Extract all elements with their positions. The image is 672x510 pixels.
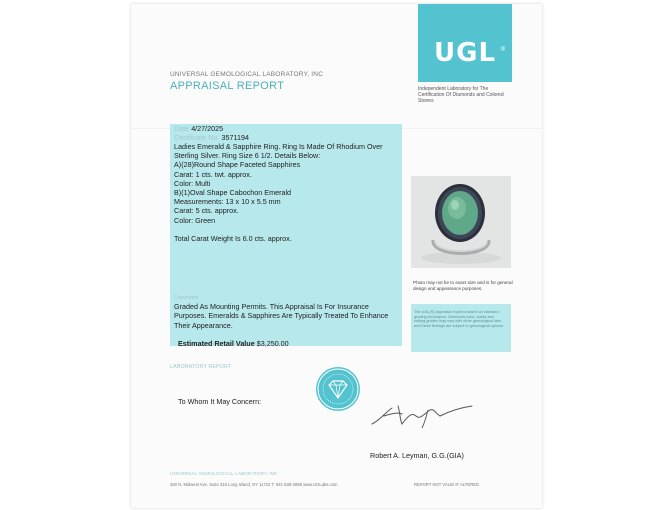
disclaimer-text: The UGL(R) Appraisal report is based on standard grading techniques. Diamonds color, clarity and cutting grades may vary with other gemological labs and these findings are subject to gemological opinion. — [414, 310, 505, 328]
handwritten-signature — [368, 400, 478, 430]
certificate-number: 3571194 — [221, 133, 249, 142]
estimate-value: $3,250.00 — [256, 339, 289, 348]
lab-tagline: Independent Laboratory for The Certification Of Diamonds and Colored Stones — [418, 86, 504, 104]
photo-caption: Photo may not be to exact size and is for general design and appearance purposes. — [413, 280, 513, 291]
signer-name: Robert A. Leyman, G.G.(GIA) — [370, 451, 464, 460]
ugl-logo — [418, 4, 512, 82]
description-line: Ladies Emerald & Sapphire Ring. Ring Is Made Of Rhodium Over — [174, 142, 383, 151]
ring-image — [411, 176, 511, 268]
description-line — [174, 225, 402, 234]
description-line: Color: Green — [174, 215, 216, 225]
footer-reference: REPORT NOT VALID IF ALTERED — [414, 482, 479, 487]
description-line: Carat: 5 cts. approx. — [174, 206, 239, 216]
certificate-row — [174, 133, 249, 142]
description-line: B)(1)Oval Shape Cabochon Emerald — [174, 188, 292, 198]
estimated-value-row — [178, 339, 289, 348]
date-label: Date — [174, 124, 190, 133]
description-line: Measurements: 13 x 10 x 5.5 mm — [174, 197, 281, 207]
report-title: APPRAISAL REPORT — [170, 80, 285, 92]
comments-line: Purposes. Emeralds & Sapphires Are Typically Treated To Enhance — [174, 311, 389, 321]
footer-address: 450 N. Midwest Ave. Suite 315 Long Island, NY 11722 T: 631-539-2088 www.UGLabs.com — [170, 482, 338, 487]
certificate-label: Certificate No. — [174, 133, 220, 142]
ugl-seal — [316, 367, 360, 411]
description-line: Color: Multi — [174, 178, 211, 188]
lab-name: UNIVERSAL GEMOLOGICAL LABORATORY, INC — [170, 71, 324, 78]
logo-registered-mark: ® — [500, 47, 505, 53]
description-line: Sterling Silver. Ring Size 6 1/2. Details Below: — [174, 151, 321, 161]
item-description — [174, 142, 402, 243]
description-line: Carat: 1 cts. twt. approx. — [174, 169, 252, 179]
signature — [368, 400, 478, 430]
comments-line: Graded As Mounting Permits. This Appraisal Is For Insurance — [174, 302, 369, 311]
comments-line: Their Appearance. — [174, 320, 233, 330]
description-line: Total Carat Weight Is 6.0 cts. approx. — [174, 234, 292, 244]
logo-text: UGL — [433, 38, 497, 68]
date-row — [174, 124, 223, 133]
footer-lab-name: UNIVERSAL GEMOLOGICAL LABORATORY, INC — [170, 472, 278, 477]
diamond-seal-icon — [316, 367, 360, 411]
description-line: A)(28)Round Shape Faceted Sapphires — [174, 160, 301, 170]
salutation: To Whom It May Concern: — [178, 397, 262, 406]
ring-photo — [411, 176, 511, 268]
date-value: 4/27/2025 — [191, 124, 224, 133]
estimate-label: Estimated Retail Value — [178, 339, 255, 348]
laboratory-report-label: LABORATORY REPORT — [170, 364, 232, 370]
comments-label: Comments — [174, 295, 199, 301]
comments-text — [174, 302, 404, 330]
